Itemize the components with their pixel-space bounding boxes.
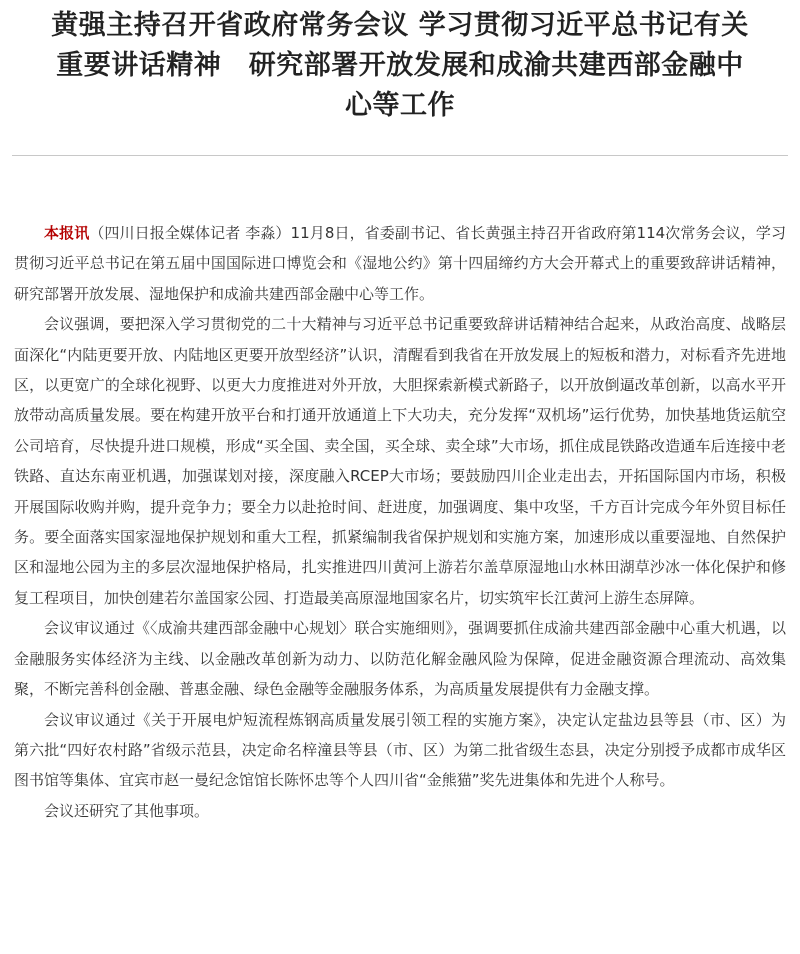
title-line-3: 心等工作 xyxy=(345,90,455,121)
paragraph-lead xyxy=(14,218,786,309)
paragraph-5: 会议还研究了其他事项。 xyxy=(44,801,210,820)
title-divider xyxy=(12,155,788,156)
title-line-2: 重要讲话精神 研究部署开放发展和成渝共建西部金融中 xyxy=(56,50,744,81)
paragraph-4: 会议审议通过《关于开展电炉短流程炼钢高质量发展引领工程的实施方案》，决定认定盐边县等县（市、区）为第六批“四好农村路”省级示范县，决定命名梓潼县等县（市、区）为第二批省级生态县，决定分别授予成都市成华区图书馆等集体、宜宾市赵一曼纪念馆馆长陈怀忠等个人四川省“金熊猫”奖先进集体和先进个人称号。 xyxy=(14,710,786,790)
article-title xyxy=(10,6,790,126)
lead-text: （四川日报全媒体记者 李淼）11月8日，省委副书记、省长黄强主持召开省政府第114次常务会议，学习贯彻习近平总书记在第五届中国国际进口博览会和《湿地公约》第十四届缔约方大会开幕式上的重要致辞讲话精神，研究部署开放发展、湿地保护和成渝共建西部金融中心等工作。 xyxy=(14,224,786,303)
article-body xyxy=(14,218,786,826)
paragraph-3: 会议审议通过《〈成渝共建西部金融中心规划〉联合实施细则》，强调要抓住成渝共建西部金融中心重大机遇，以金融服务实体经济为主线、以金融改革创新为动力、以防范化解金融风险为保障，促进金融资源合理流动、高效集聚，不断完善科创金融、普惠金融、绿色金融等金融服务体系，为高质量发展提供有力金融支撑。 xyxy=(14,619,786,699)
title-line-1: 黄强主持召开省政府常务会议 学习贯彻习近平总书记有关 xyxy=(51,10,749,41)
lead-tag: 本报讯 xyxy=(44,224,90,242)
paragraph-2: 会议强调，要把深入学习贯彻党的二十大精神与习近平总书记重要致辞讲话精神结合起来，从政治高度、战略层面深化“内陆更要开放、内陆地区更要开放型经济”认识，清醒看到我省在开放发展上的短板和潜力，对标看齐先进地区，以更宽广的全球化视野、以更大力度推进对外开放，大胆探索新模式新路子，以开放倒逼改革创新，以高水平开放带动高质量发展。要在构建开放平台和打通开放通道上下大功夫，充分发挥“双机场”运行优势，加快基地货运航空公司培育，尽快提升进口规模，形成“买全国、卖全国，买全球、卖全球”大市场，抓住成昆铁路改造通车后连接中老铁路、直达东南亚机遇，加强谋划对接，深度融入RCEP大市场；要鼓励四川企业走出去，开拓国际国内市场，积极开展国际收购并购，提升竞争力；要全力以赴抢时间、赶进度，加强调度、集中攻坚，千方百计完成今年外贸目标任务。要全面落实国家湿地保护规划和重大工程，抓紧编制我省保护规划和实施方案，加速形成以重要湿地、自然保护区和湿地公园为主的多层次湿地保护格局，扎实推进四川黄河上游若尔盖草原湿地山水林田湖草沙冰一体化保护和修复工程项目，加快创建若尔盖国家公园、打造最美高原湿地国家名片，切实筑牢长江黄河上游生态屏障。 xyxy=(14,315,786,607)
